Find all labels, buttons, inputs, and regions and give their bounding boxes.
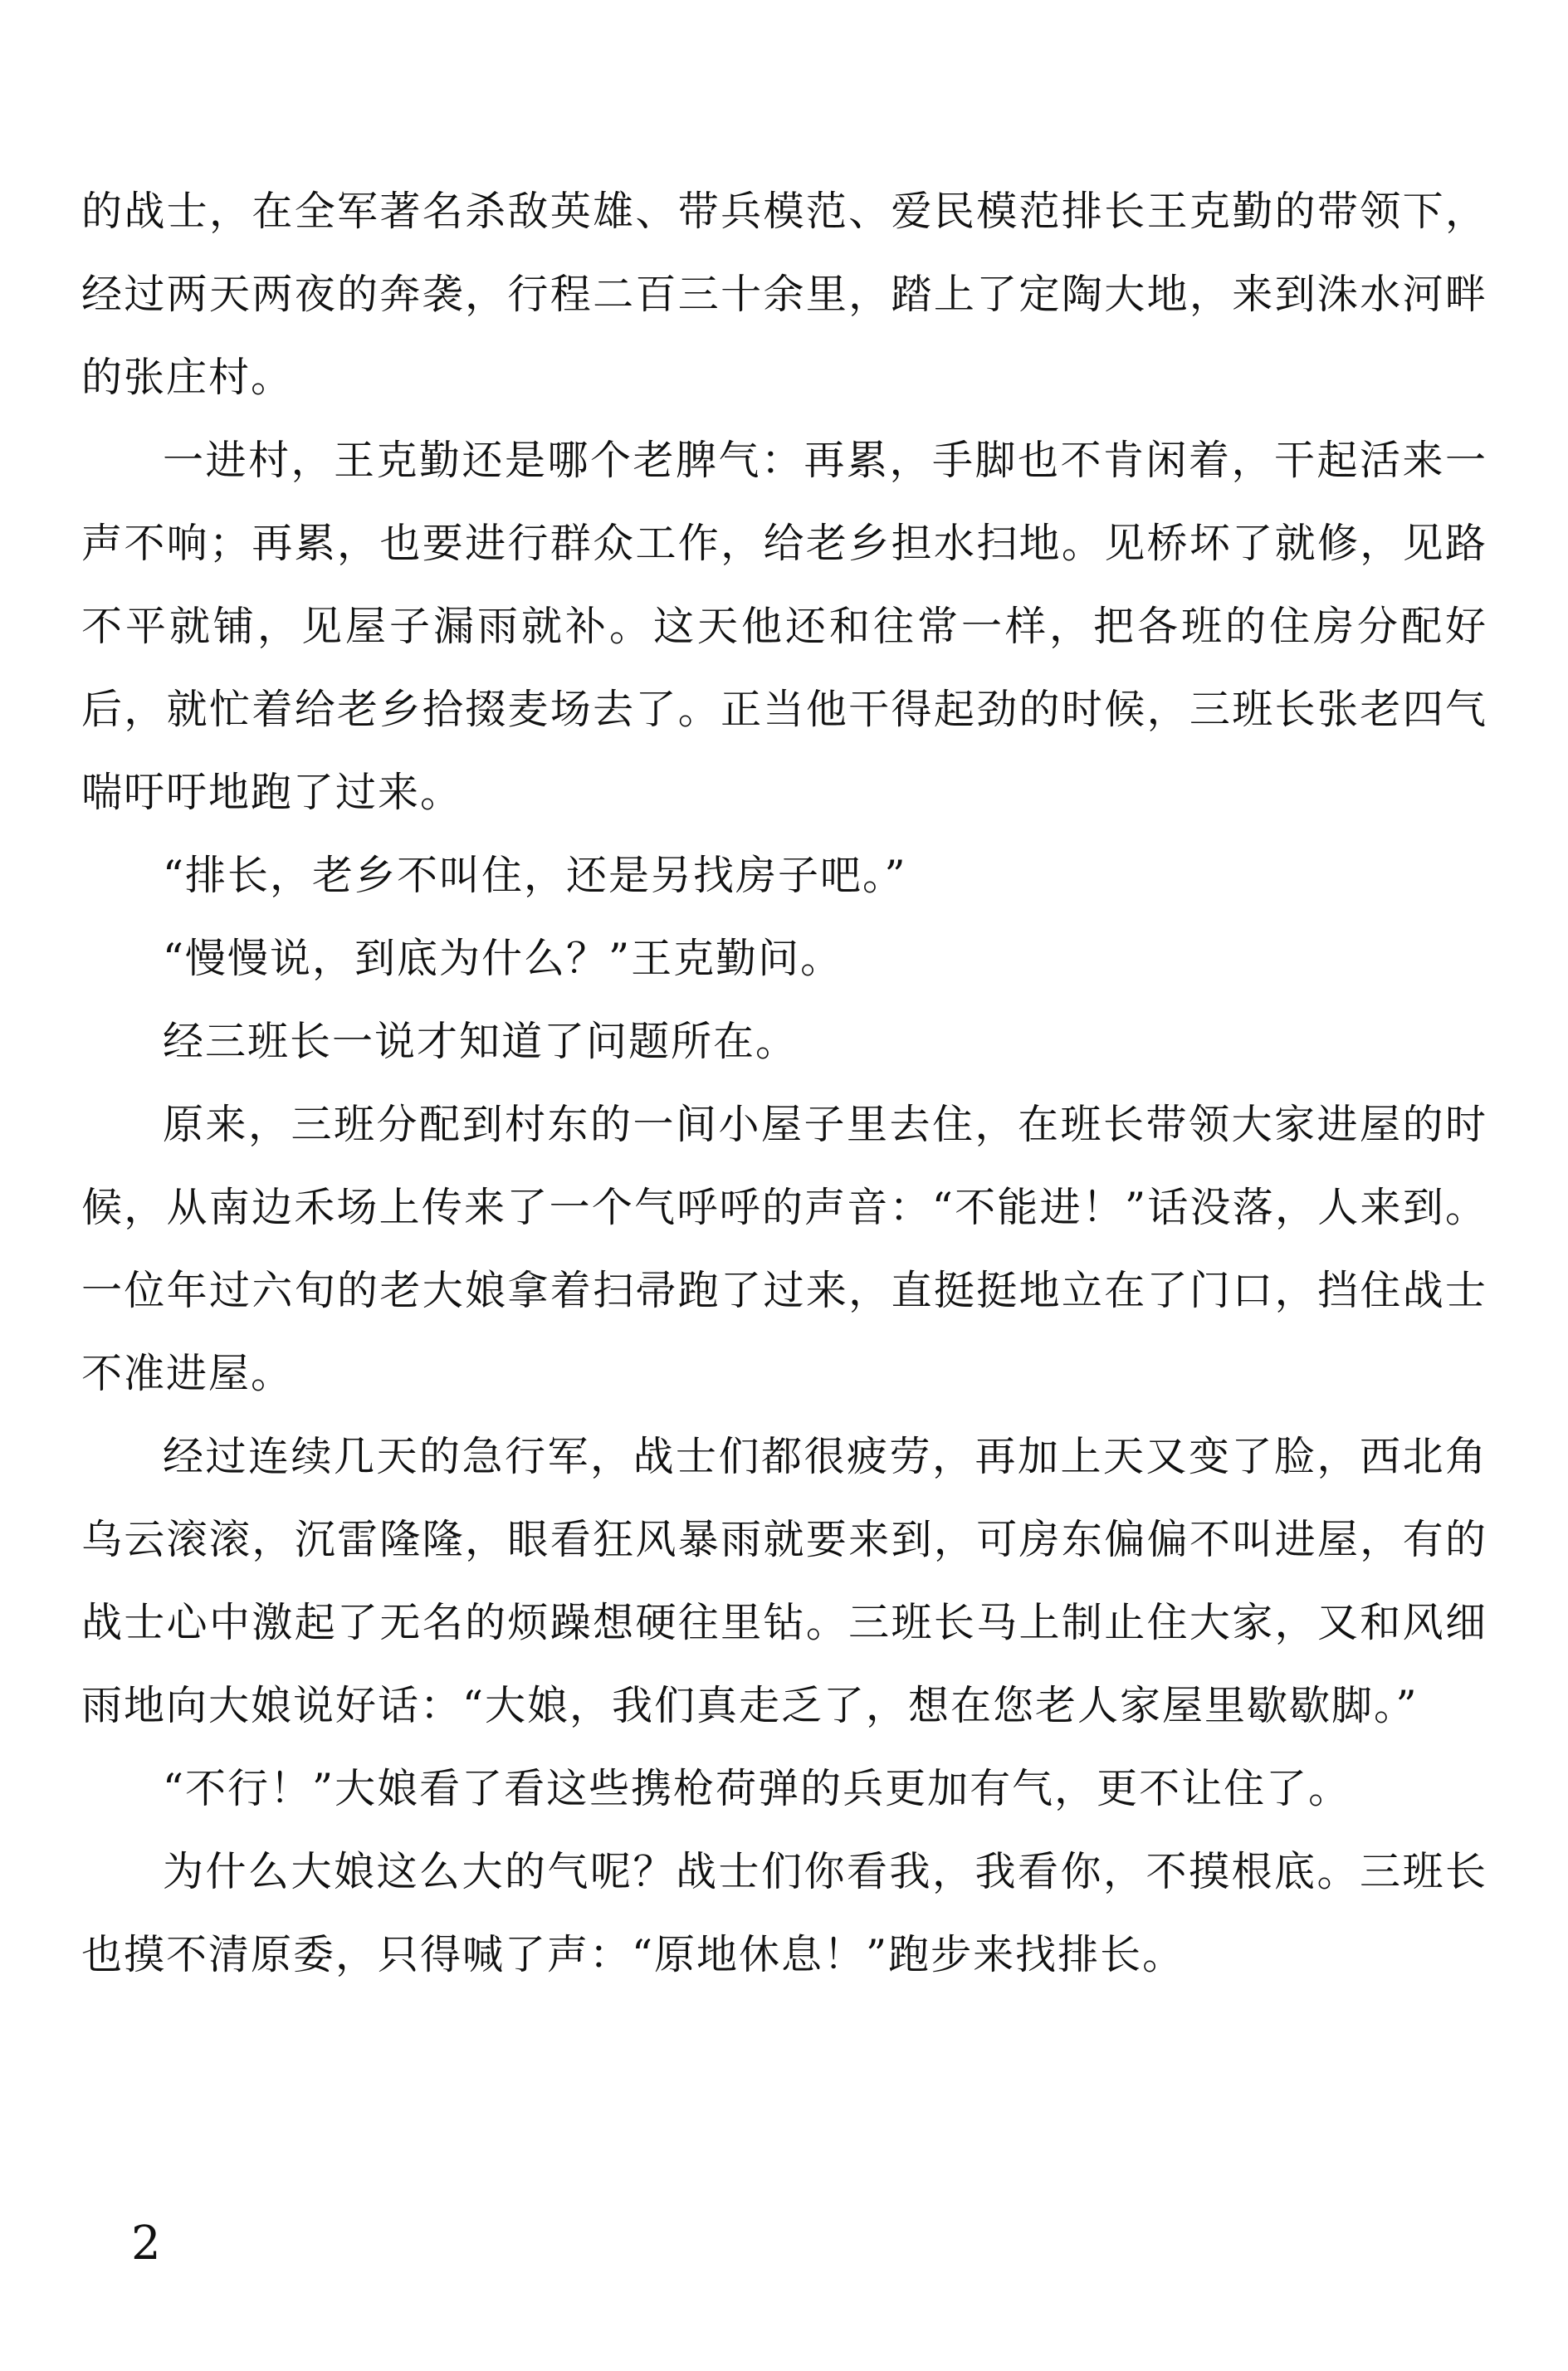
paragraph: 经过连续几天的急行军，战士们都很疲劳，再加上天又变了脸，西北角乌云滚滚，沉雷隆隆，眼看狂风暴雨就要来到，可房东偏偏不叫进屋，有的战士心中激起了无名的烦躁想硬往里钻。三班长马上制止住大家，又和风细雨地向大娘说好话：“大娘，我们真走乏了，想在您老人家屋里歇歇脚。” [81, 1433, 1487, 1729]
paragraph: 经三班长一说才知道了问题所在。 [163, 1018, 799, 1065]
paragraph: 原来，三班分配到村东的一间小屋子里去住，在班长带领大家进屋的时候，从南边禾场上传来了一个气呼呼的声音：“不能进！”话没落，人来到。一位年过六旬的老大娘拿着扫帚跑了过来，直挺挺地立在了门口，挡住战士不准进屋。 [81, 1101, 1487, 1397]
paragraph-continued: 的战士，在全军著名杀敌英雄、带兵模范、爱民模范排长王克勤的带领下，经过两天两夜的奔袭，行程二百三十余里，踏上了定陶大地，来到洙水河畔的张庄村。 [81, 188, 1487, 401]
dialogue-paragraph: “不行！”大娘看了看这些携枪荷弹的兵更加有气，更不让住了。 [163, 1765, 1351, 1812]
page-number: 2 [131, 2217, 161, 2271]
paragraph: 一进村，王克勤还是哪个老脾气：再累，手脚也不肯闲着，干起活来一声不响；再累，也要进行群众工作，给老乡担水扫地。见桥坏了就修，见路不平就铺，见屋子漏雨就补。这天他还和往常一样，把各班的住房分配好后，就忙着给老乡拾掇麦场去了。正当他干得起劲的时候，三班长张老四气喘吁吁地跑了过来。 [81, 437, 1487, 816]
paragraph: 为什么大娘这么大的气呢？战士们你看我，我看你，不摸根底。三班长也摸不清原委，只得喊了声：“原地休息！”跑步来找排长。 [81, 1848, 1487, 1978]
dialogue-paragraph: “排长，老乡不叫住，还是另找房子吧。” [163, 852, 907, 899]
dialogue-paragraph: “慢慢说，到底为什么？”王克勤问。 [163, 935, 843, 982]
body-text [81, 170, 1487, 1997]
